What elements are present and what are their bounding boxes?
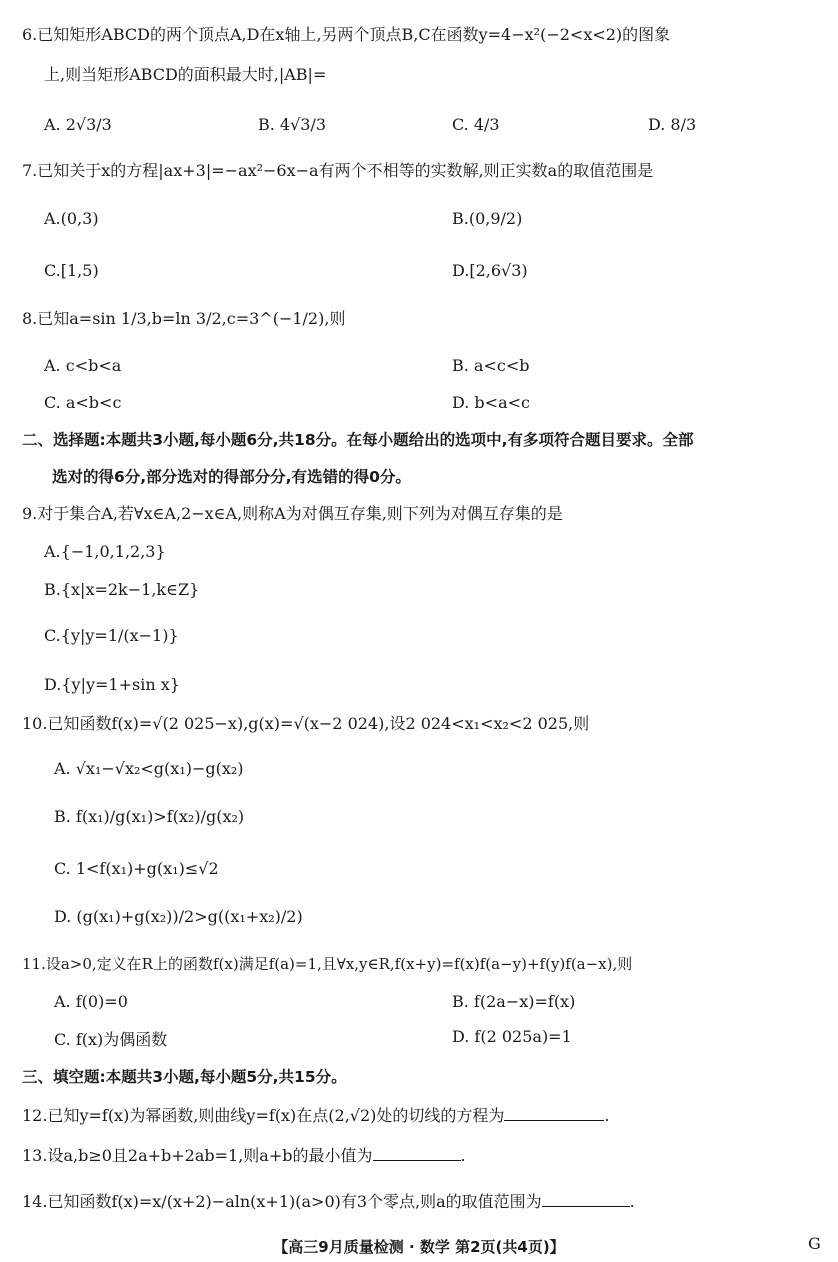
question-7-option-b: B.(0,9/2) — [452, 209, 523, 228]
question-14-line: 14.已知函数f(x)=x/(x+2)−aln(x+1)(a>0)有3个零点,则a的取值范围为 . — [22, 1192, 635, 1211]
question-8-option-b: B. a<c<b — [452, 356, 530, 375]
question-10-option-d: D. (g(x₁)+g(x₂))/2>g((x₁+x₂)/2) — [54, 907, 303, 926]
question-7-stem: 7.已知关于x的方程|ax+3|=−ax²−6x−a有两个不相等的实数解,则正实数a的取值范围是 — [22, 161, 654, 180]
question-6-option-a: A. 2√3/3 — [44, 115, 112, 134]
question-13-stem: 13.设a,b≥0且2a+b+2ab=1,则a+b的最小值为 — [22, 1146, 373, 1165]
question-14-stem: 14.已知函数f(x)=x/(x+2)−aln(x+1)(a>0)有3个零点,则a的取值范围为 — [22, 1192, 542, 1211]
question-6-stem-line-2: 上,则当矩形ABCD的面积最大时,|AB|= — [44, 65, 327, 84]
question-6-option-c: C. 4/3 — [452, 115, 500, 134]
question-12-stem: 12.已知y=f(x)为幂函数,则曲线y=f(x)在点(2,√2)处的切线的方程为 — [22, 1106, 505, 1125]
question-9-option-c: C.{y|y=1/(x−1)} — [44, 626, 179, 645]
question-7-option-a: A.(0,3) — [44, 209, 99, 228]
question-7-option-d: D.[2,6√3) — [452, 261, 528, 280]
question-11-option-d: D. f(2 025a)=1 — [452, 1027, 572, 1046]
question-9-stem: 9.对于集合A,若∀x∈A,2−x∈A,则称A为对偶互存集,则下列为对偶互存集的是 — [22, 504, 563, 523]
answer-blank-13[interactable] — [373, 1144, 461, 1161]
question-10-option-b: B. f(x₁)/g(x₁)>f(x₂)/g(x₂) — [54, 807, 245, 826]
question-10-option-a: A. √x₁−√x₂<g(x₁)−g(x₂) — [54, 759, 244, 778]
question-8-option-d: D. b<a<c — [452, 393, 530, 412]
question-6-option-d: D. 8/3 — [648, 115, 697, 134]
section-multi-heading-line-2: 选对的得6分,部分选对的得部分分,有选错的得0分。 — [52, 468, 411, 486]
question-10-option-c: C. 1<f(x₁)+g(x₁)≤√2 — [54, 859, 219, 878]
section-fill-heading: 三、填空题:本题共3小题,每小题5分,共15分。 — [22, 1068, 347, 1086]
question-8-stem: 8.已知a=sin 1/3,b=ln 3/2,c=3^(−1/2),则 — [22, 309, 346, 328]
question-11-option-b: B. f(2a−x)=f(x) — [452, 992, 576, 1011]
answer-blank-14[interactable] — [542, 1190, 630, 1207]
question-7-option-c: C.[1,5) — [44, 261, 99, 280]
question-11-option-c: C. f(x)为偶函数 — [54, 1030, 168, 1049]
question-10-stem: 10.已知函数f(x)=√(2 025−x),g(x)=√(x−2 024),设2 024<x₁<x₂<2 025,则 — [22, 714, 590, 733]
answer-blank-12[interactable] — [504, 1104, 604, 1121]
question-9-option-d: D.{y|y=1+sin x} — [44, 675, 180, 694]
question-9-option-b: B.{x|x=2k−1,k∈Z} — [44, 580, 200, 599]
question-12-line: 12.已知y=f(x)为幂函数,则曲线y=f(x)在点(2,√2)处的切线的方程为 . — [22, 1106, 610, 1125]
question-6-option-b: B. 4√3/3 — [258, 115, 327, 134]
question-8-option-a: A. c<b<a — [44, 356, 122, 375]
question-11-stem: 11.设a>0,定义在R上的函数f(x)满足f(a)=1,且∀x,y∈R,f(x+y)=f(x)f(a−y)+f(y)f(a−x),则 — [22, 955, 633, 973]
page-footer: 【高三9月质量检测 · 数学 第2页(共4页)】 — [273, 1238, 565, 1256]
question-9-option-a: A.{−1,0,1,2,3} — [44, 542, 166, 561]
question-13-line: 13.设a,b≥0且2a+b+2ab=1,则a+b的最小值为 . — [22, 1146, 466, 1165]
question-8-option-c: C. a<b<c — [44, 393, 122, 412]
question-6-stem-line-1: 6.已知矩形ABCD的两个顶点A,D在x轴上,另两个顶点B,C在函数y=4−x²(−2<x<2)的图象 — [22, 25, 671, 44]
question-11-option-a: A. f(0)=0 — [54, 992, 128, 1011]
corner-mark: G — [808, 1234, 821, 1253]
section-multi-heading-line-1: 二、选择题:本题共3小题,每小题6分,共18分。在每小题给出的选项中,有多项符合题目要求。全部 — [22, 431, 694, 449]
